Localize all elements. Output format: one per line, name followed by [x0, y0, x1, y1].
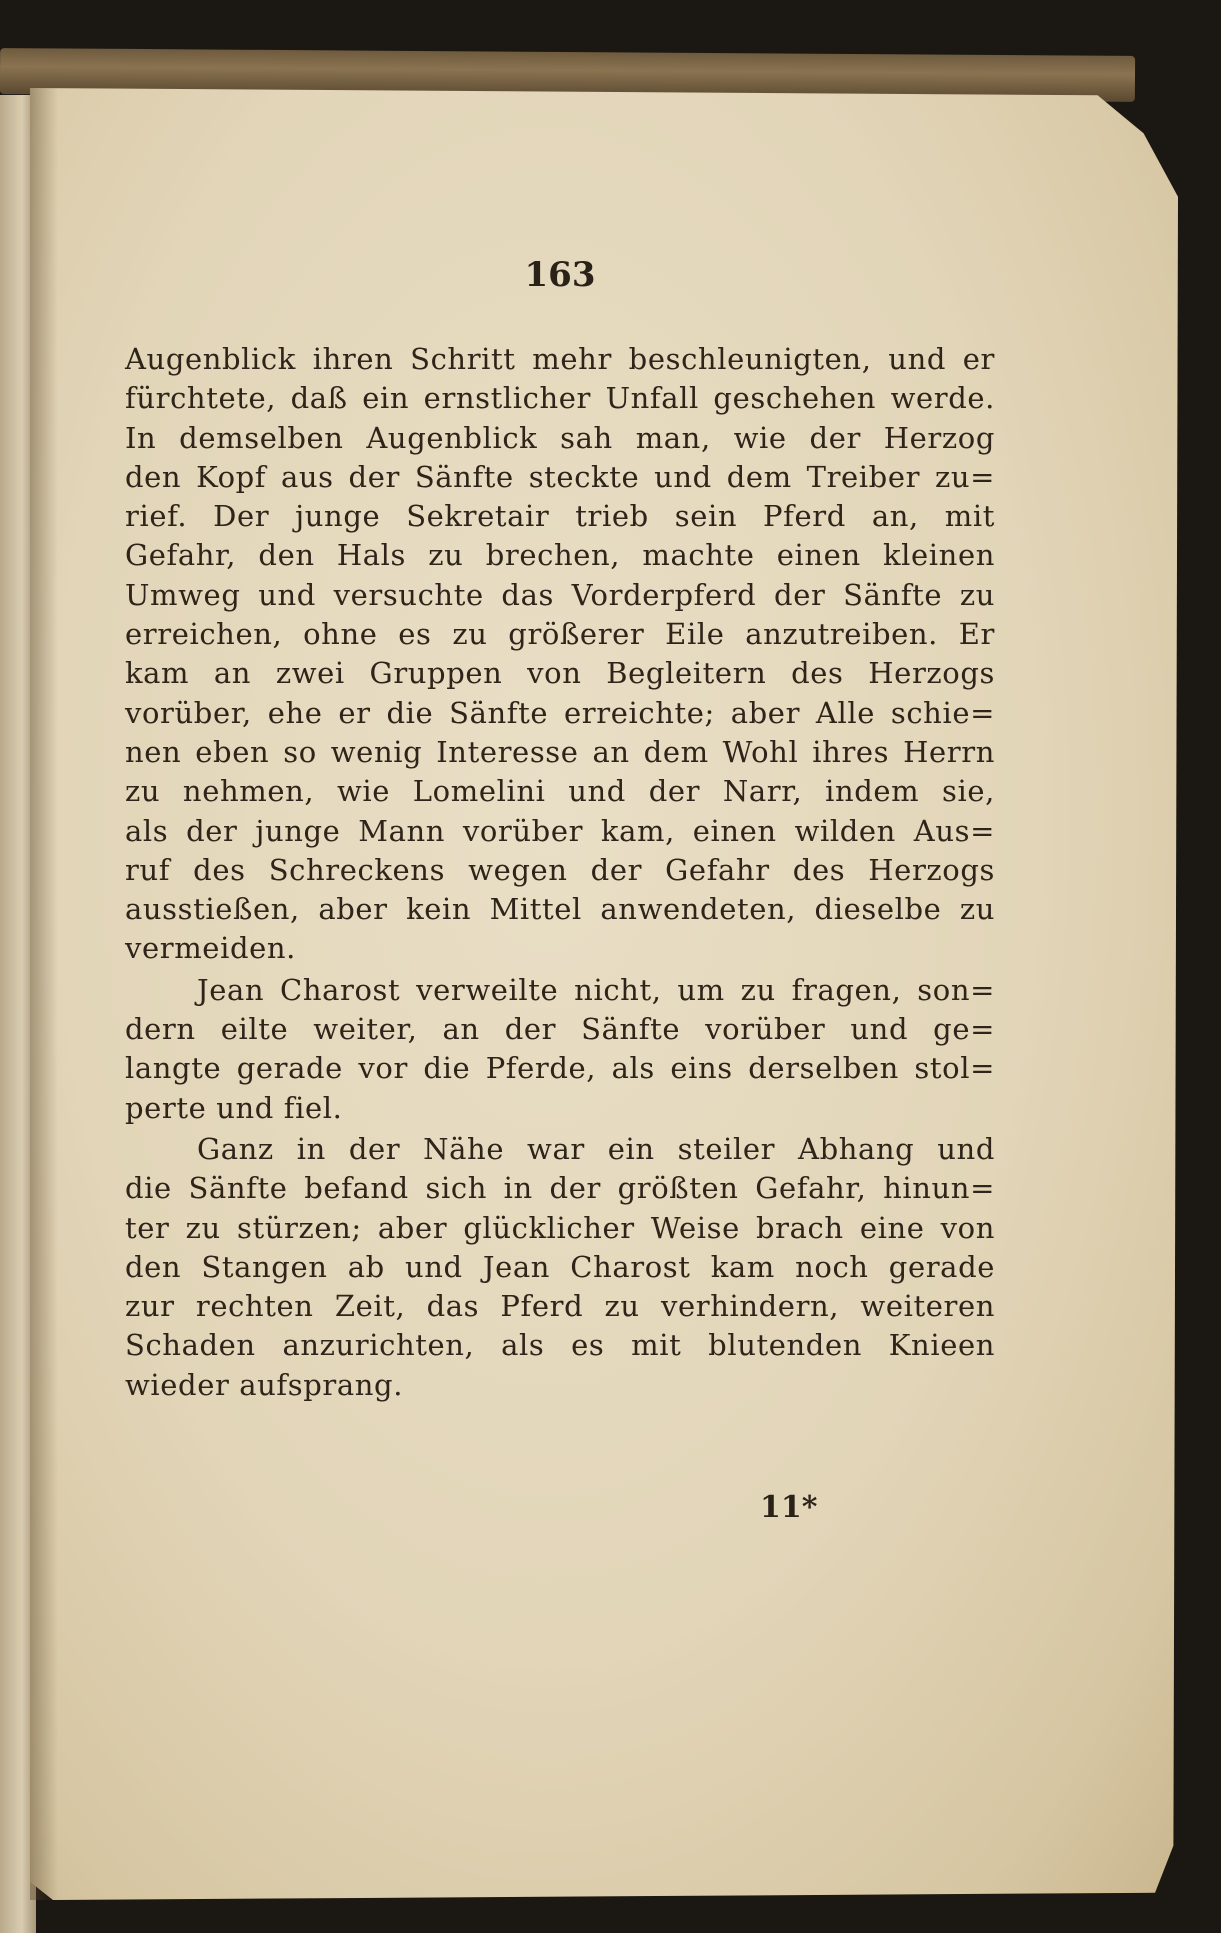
text-line: ausstießen, aber kein Mittel anwendeten, dieselbe zu: [125, 892, 995, 927]
paragraph-2: [125, 971, 995, 1128]
text-line: langte gerade vor die Pferde, als eins derselben stol=: [125, 1051, 995, 1086]
text-line: Umweg und versuchte das Vorderpferd der Sänfte zu: [125, 577, 995, 612]
paragraph-3: [125, 1130, 995, 1405]
text-line: Schaden anzurichten, als es mit blutenden Knieen: [125, 1328, 995, 1363]
text-line: ruf des Schreckens wegen der Gefahr des Herzogs: [125, 852, 995, 887]
gutter-shadow: [30, 88, 58, 1900]
text-line: perte und fiel.: [125, 1090, 343, 1125]
text-line: dern eilte weiter, an der Sänfte vorüber und ge=: [125, 1012, 995, 1047]
text-line: zu nehmen, wie Lomelini und der Narr, indem sie,: [125, 774, 995, 809]
paragraph-1: [125, 340, 995, 969]
body-text: [125, 340, 995, 1405]
text-line: vorüber, ehe er die Sänfte erreichte; aber Alle schie=: [125, 695, 995, 730]
text-line: In demselben Augenblick sah man, wie der Herzog: [125, 420, 995, 455]
text-line: Jean Charost verweilte nicht, um zu fragen, son=: [197, 972, 995, 1007]
text-line: vermeiden.: [125, 931, 296, 966]
signature-mark: 11*: [760, 1490, 818, 1525]
text-line: Augenblick ihren Schritt mehr beschleunigten, und er: [125, 342, 995, 376]
text-line: Ganz in der Nähe war ein steiler Abhang und: [197, 1131, 995, 1166]
text-line: zur rechten Zeit, das Pferd zu verhindern, weiteren: [125, 1289, 995, 1324]
text-line: den Kopf aus der Sänfte steckte und dem Treiber zu=: [125, 459, 995, 494]
text-line: ter zu stürzen; aber glücklicher Weise brach eine von: [125, 1210, 995, 1245]
text-line: wieder aufsprang.: [125, 1367, 404, 1402]
text-line: als der junge Mann vorüber kam, einen wilden Aus=: [125, 813, 995, 848]
text-line: rief. Der junge Sekretair trieb sein Pferd an, mit: [125, 499, 995, 534]
text-line: Gefahr, den Hals zu brechen, machte einen kleinen: [125, 538, 995, 573]
text-line: kam an zwei Gruppen von Begleitern des Herzogs: [125, 656, 995, 691]
text-line: den Stangen ab und Jean Charost kam noch gerade: [125, 1249, 995, 1284]
text-line: fürchtete, daß ein ernstlicher Unfall geschehen werde.: [125, 381, 995, 416]
text-line: erreichen, ohne es zu größerer Eile anzutreiben. Er: [125, 617, 995, 652]
text-line: die Sänfte befand sich in der größten Gefahr, hinun=: [125, 1171, 995, 1206]
text-line: nen eben so wenig Interesse an dem Wohl ihres Herrn: [125, 734, 995, 769]
page-number: 163: [524, 255, 596, 295]
